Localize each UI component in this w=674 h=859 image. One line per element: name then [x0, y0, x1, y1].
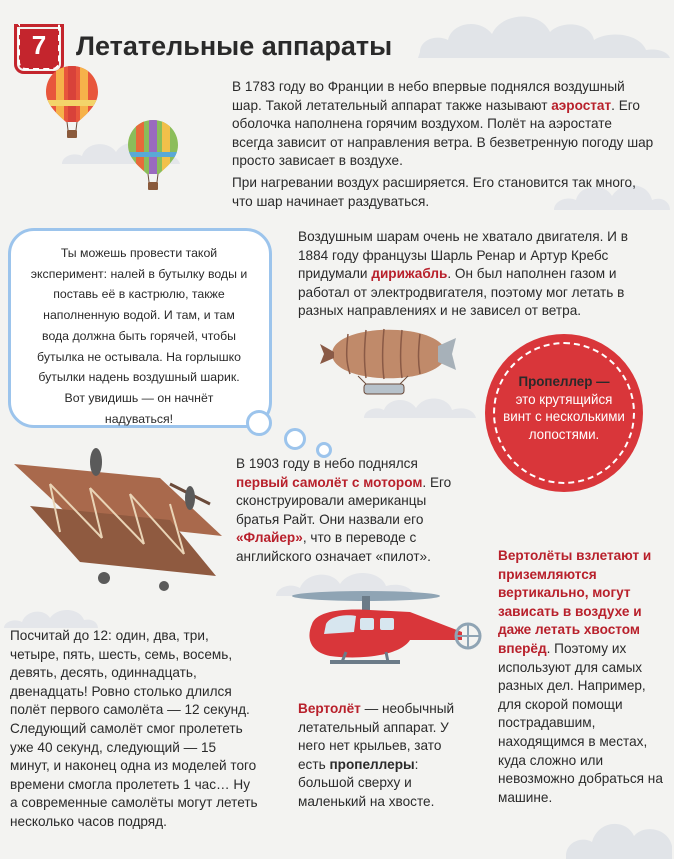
- airship-term: дирижабль: [371, 266, 448, 282]
- balloon-text-2: . Его оболочка наполнена горячим воздухом. Полёт на аэростате всегда зависит от направления ветра. В безветренную погоду шар просто зависает в воздухе.: [232, 97, 654, 169]
- propeller-definition: [502, 373, 626, 443]
- balloon-paragraph: [232, 78, 656, 171]
- thought-bubble: [246, 410, 272, 436]
- chapter-number: 7: [31, 30, 47, 60]
- biplane-icon: [10, 444, 226, 594]
- airship-text-1: Воздушным шарам очень не хватало двигателя. И в 1884 году французы Шарль Ренар и Артур Кребс придумали: [298, 229, 628, 282]
- propeller-term: Пропеллер —: [518, 374, 610, 389]
- airship-icon: [318, 322, 458, 402]
- expansion-paragraph: При нагревании воздух расширяется. Его становится так много, что шар начинает раздуваться.: [232, 175, 636, 209]
- airship-text-2: . Он был наполнен газом и работал от электродвигателя, поэтому мог летать в разных направлениях и не зависел от ветра.: [298, 266, 625, 319]
- helicopter-term: Вертолёт: [298, 701, 361, 716]
- count-paragraph: Посчитай до 12: один, два, три, четыре, пять, шесть, семь, восемь, девять, десять, одиннадцать, двенадцать! Ровно столько длился полёт первого самолёта — 12 секунд.: [10, 628, 250, 718]
- helicopters-text: . Поэтому их используют для самых разных дел. Например, для скорой помощи пострадавшим, находящимся в местах, куда сложно или невозможно добраться на машине.: [498, 640, 663, 805]
- hot-air-balloon-icon: [126, 118, 180, 194]
- first-motor-plane-term: первый самолёт с мотором: [236, 474, 423, 490]
- experiment-text: Ты можешь провести такой эксперимент: налей в бутылку воды и поставь её в кастрюлю, также наполненную водой. И там, и там вода должна быть горячей, чтобы бутылка не остывала. На горлышко бутылки надень воздушный шарик. Вот увидишь — он начнёт надуваться!: [30, 246, 248, 426]
- airplane-text-1: В 1903 году в небо поднялся: [236, 456, 418, 471]
- cloud-icon: [0, 600, 100, 630]
- balloon-text-1: В 1783 году во Франции в небо впервые поднялся воздушный шар. Такой летательный аппарат также называют: [232, 79, 625, 113]
- flyer-name: «Флайер»: [236, 530, 303, 546]
- helicopter-text-1: — необычный летательный аппарат. У него нет крыльев, зато есть: [298, 701, 455, 772]
- airship-paragraph: [298, 228, 638, 321]
- airplane-text-3: , что в переводе с английского означает «пилот».: [236, 530, 431, 564]
- airplane-paragraph: [236, 455, 462, 567]
- helicopter-icon: [290, 584, 486, 684]
- hot-air-balloon-icon: [44, 64, 100, 142]
- helicopters-paragraph: [498, 547, 664, 807]
- helicopter-paragraph: [298, 700, 470, 812]
- airplane-text-2: . Его сконструировали американцы братья Райт. Они назвали его: [236, 474, 452, 527]
- cloud-icon: [410, 0, 674, 60]
- helicopters-highlight: Вертолёты взлетают и приземляются вертикально, могут зависать в воздухе и даже летать хвостом вперёд: [498, 548, 652, 656]
- propeller-description: это крутящийся винт с несколькими лопостями.: [503, 391, 625, 442]
- thought-bubble: [284, 428, 306, 450]
- helicopter-text-2: : большой сверху и маленький на хвосте.: [298, 756, 435, 809]
- later-flights-paragraph: Следующий самолёт смог пролететь уже 40 секунд, следующий — 15 минут, и наконец одна из моделей того времени смогла пролететь 1 час… Ну а современные самолёты могут лететь несколько часов подряд.: [10, 721, 258, 829]
- page-title: Летательные аппараты: [76, 31, 393, 61]
- aerostat-term: аэростат: [551, 97, 612, 113]
- propellers-term: пропеллеры: [329, 756, 415, 772]
